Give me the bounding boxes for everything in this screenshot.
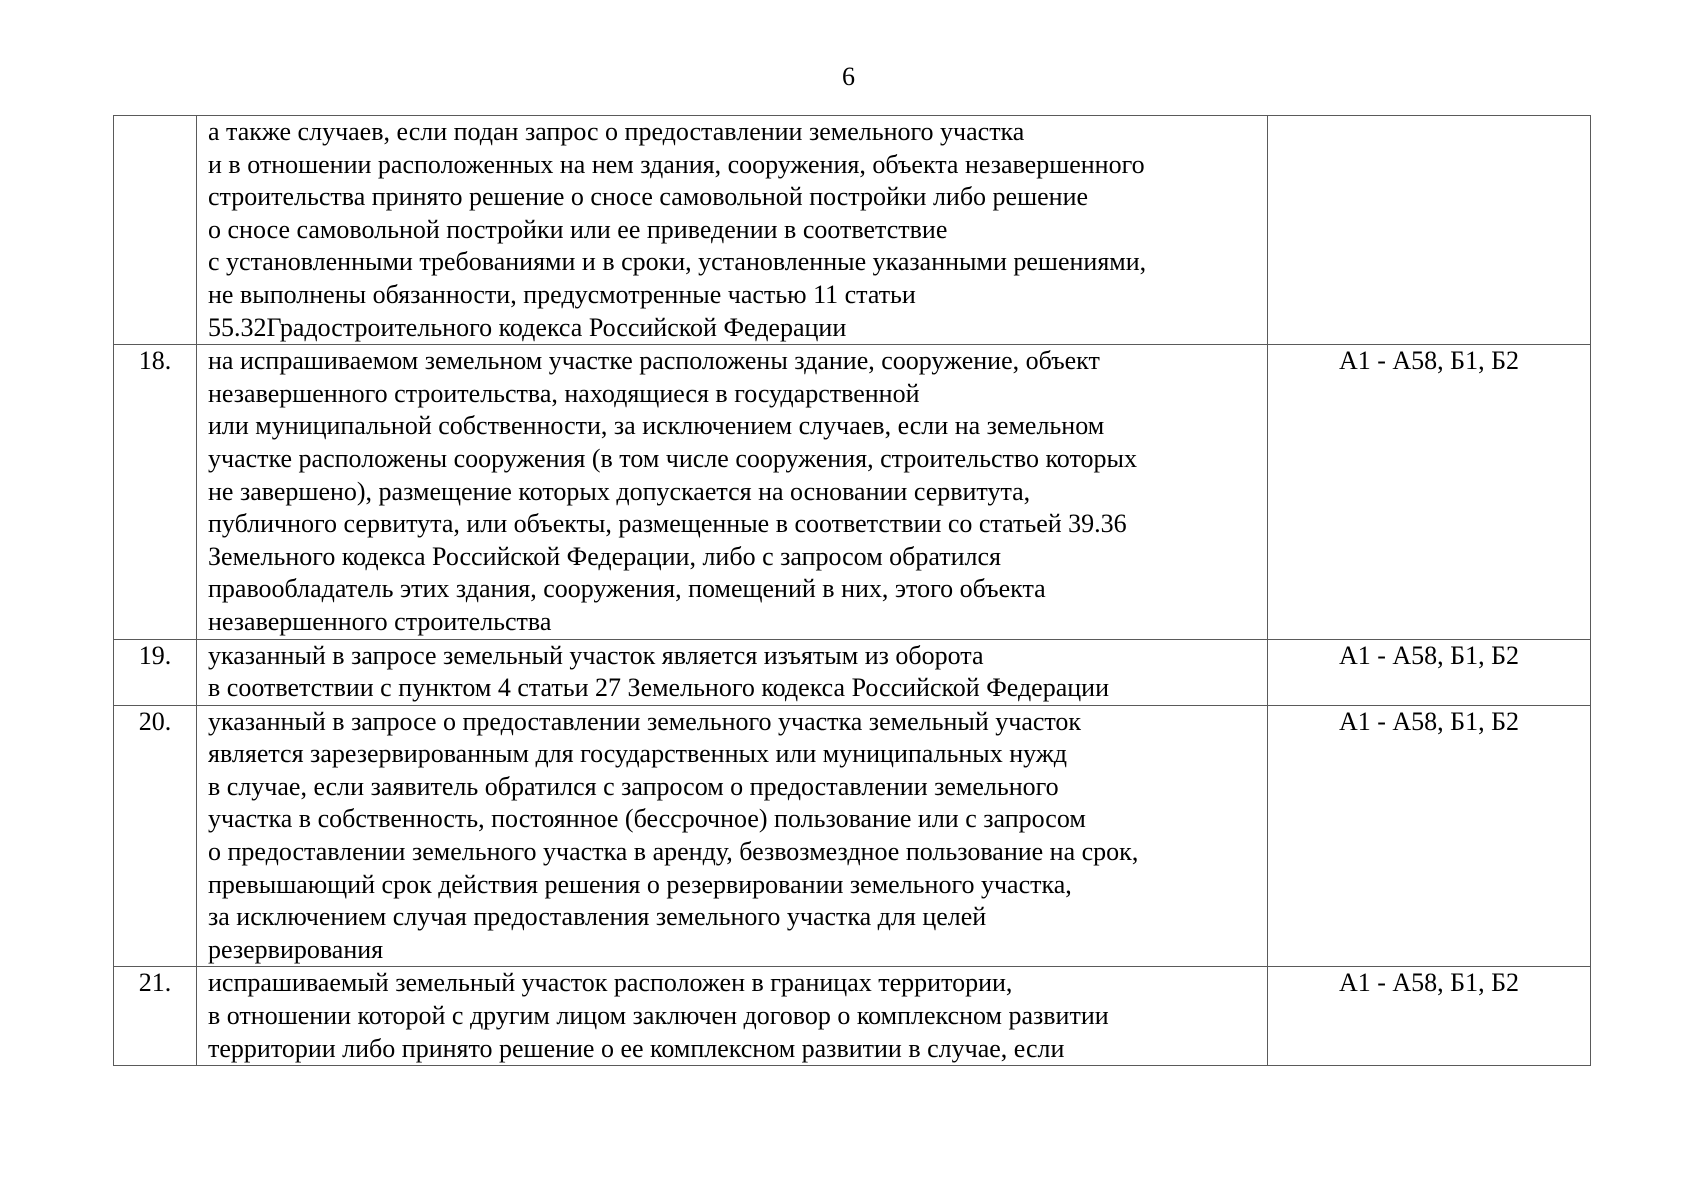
condition-text-line: участка в собственность, постоянное (бессрочное) пользование или с запросом [208,804,1086,834]
condition-text-line: Земельного кодекса Российской Федерации, либо с запросом обратился [208,541,1001,571]
condition-text-line: указанный в запросе земельный участок является изъятым из оборота [208,640,984,670]
condition-text-line: с установленными требованиями и в сроки, установленные указанными решениями, [208,247,1147,277]
condition-text-line: испрашиваемый земельный участок расположен в границах территории, [208,968,1013,998]
table-row [114,345,1591,639]
applicability-codes-cell: А1 - А58, Б1, Б2 [1268,639,1591,705]
condition-text-line: в соответствии с пунктом 4 статьи 27 Земельного кодекса Российской Федерации [208,673,1109,703]
condition-text-line: строительства принято решение о сносе самовольной постройки либо решение [208,182,1089,212]
condition-text-line: резервирования [208,934,384,964]
condition-text-line: территории либо принято решение о ее комплексном развитии в случае, если [208,1033,1065,1063]
condition-text-line: незавершенного строительства [208,606,552,636]
condition-text-line: публичного сервитута, или объекты, размещенные в соответствии со статьей 39.36 [208,509,1127,539]
condition-text-line: участке расположены сооружения (в том числе сооружения, строительство которых [208,443,1137,473]
row-number-cell [114,116,197,345]
condition-text-line: в случае, если заявитель обратился с запросом о предоставлении земельного [208,771,1059,801]
row-number-cell: 19. [114,639,197,705]
condition-text-line: правообладатель этих здания, сооружения, помещений в них, этого объекта [208,574,1046,604]
page-number: 6 [842,62,855,91]
condition-text-line: не выполнены обязанности, предусмотренные частью 11 статьи [208,279,916,309]
applicability-codes-cell: А1 - А58, Б1, Б2 [1268,967,1591,1066]
table-row [114,705,1591,967]
applicability-codes-cell: А1 - А58, Б1, Б2 [1268,345,1591,639]
row-number-cell: 21. [114,967,197,1066]
condition-text-line: не завершено), размещение которых допускается на основании сервитута, [208,476,1031,506]
condition-text-line: а также случаев, если подан запрос о предоставлении земельного участка [208,117,1025,146]
condition-text-line: за исключением случая предоставления земельного участка для целей [208,902,987,932]
condition-text-line: и в отношении расположенных на нем здания, сооружения, объекта незавершенного [208,149,1145,179]
row-number-cell: 18. [114,345,197,639]
condition-text-line: 55.32Градостроительного кодекса Российской Федерации [208,312,847,342]
applicability-codes-cell [1268,116,1591,345]
table-row [114,116,1591,345]
condition-text-line: незавершенного строительства, находящиеся в государственной [208,378,920,408]
table-body [114,116,1591,1066]
condition-text-line: является зарезервированным для государственных или муниципальных нужд [208,739,1068,769]
condition-text-cell [197,345,1268,639]
condition-text-cell [197,116,1268,345]
requirements-table [113,115,1591,1066]
condition-text-line: на испрашиваемом земельном участке расположены здание, сооружение, объект [208,346,1100,376]
table-row [114,967,1591,1066]
condition-text-cell [197,705,1268,967]
condition-text-line: в отношении которой с другим лицом заключен договор о комплексном развитии [208,1001,1109,1031]
condition-text-cell [197,967,1268,1066]
row-number-cell: 20. [114,705,197,967]
condition-text-line: о сносе самовольной постройки или ее приведении в соответствие [208,214,948,244]
condition-text-line: указанный в запросе о предоставлении земельного участка земельный участок [208,706,1082,736]
condition-text-line: о предоставлении земельного участка в аренду, безвозмездное пользование на срок, [208,837,1139,867]
condition-text-line: превышающий срок действия решения о резервировании земельного участка, [208,869,1072,899]
condition-text-line: или муниципальной собственности, за исключением случаев, если на земельном [208,411,1105,441]
condition-text-cell [197,639,1268,705]
table-row [114,639,1591,705]
applicability-codes-cell: А1 - А58, Б1, Б2 [1268,705,1591,967]
